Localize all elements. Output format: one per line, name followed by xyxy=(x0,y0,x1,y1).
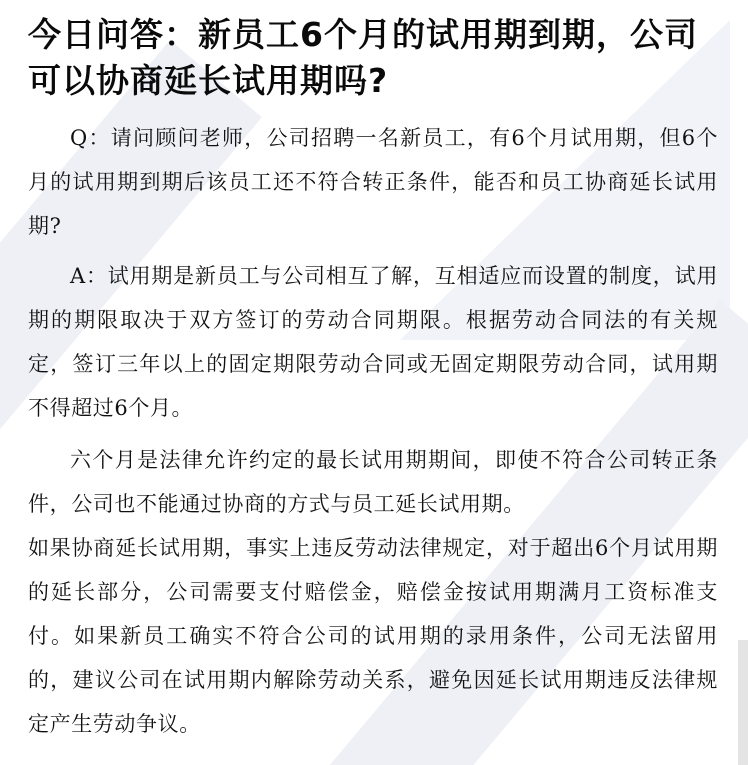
answer-detail-paragraph: 六个月是法律允许约定的最长试用期期间，即使不符合公司转正条件，公司也不能通过协商的方式与员工延长试用期。 xyxy=(28,448,718,516)
article-body xyxy=(28,12,718,746)
question-paragraph: Q：请问顾问老师，公司招聘一名新员工，有6个月试用期，但6个月的试用期到期后该员工还不符合转正条件，能否和员工协商延长试用期? xyxy=(28,126,718,238)
page-edge-shadow xyxy=(738,640,748,765)
article-title: 今日问答：新员工6个月的试用期到期，公司可以协商延长试用期吗? xyxy=(28,15,698,100)
answer-detail-paragraph: 如果协商延长试用期，事实上违反劳动法律规定，对于超出6个月试用期的延长部分，公司需要支付赔偿金，赔偿金按试用期满月工资标准支付。如果新员工确实不符合公司的试用期的录用条件，公司无法留用的，建议公司在试用期内解除劳动关系，避免因延长试用期违反法律规定产生劳动争议。 xyxy=(28,536,718,736)
answer-paragraph: A：试用期是新员工与公司相互了解，互相适应而设置的制度，试用期的期限取决于双方签订的劳动合同期限。根据劳动合同法的有关规定，签订三年以上的固定期限劳动合同或无固定期限劳动合同，试用期不得超过6个月。 xyxy=(28,264,718,420)
